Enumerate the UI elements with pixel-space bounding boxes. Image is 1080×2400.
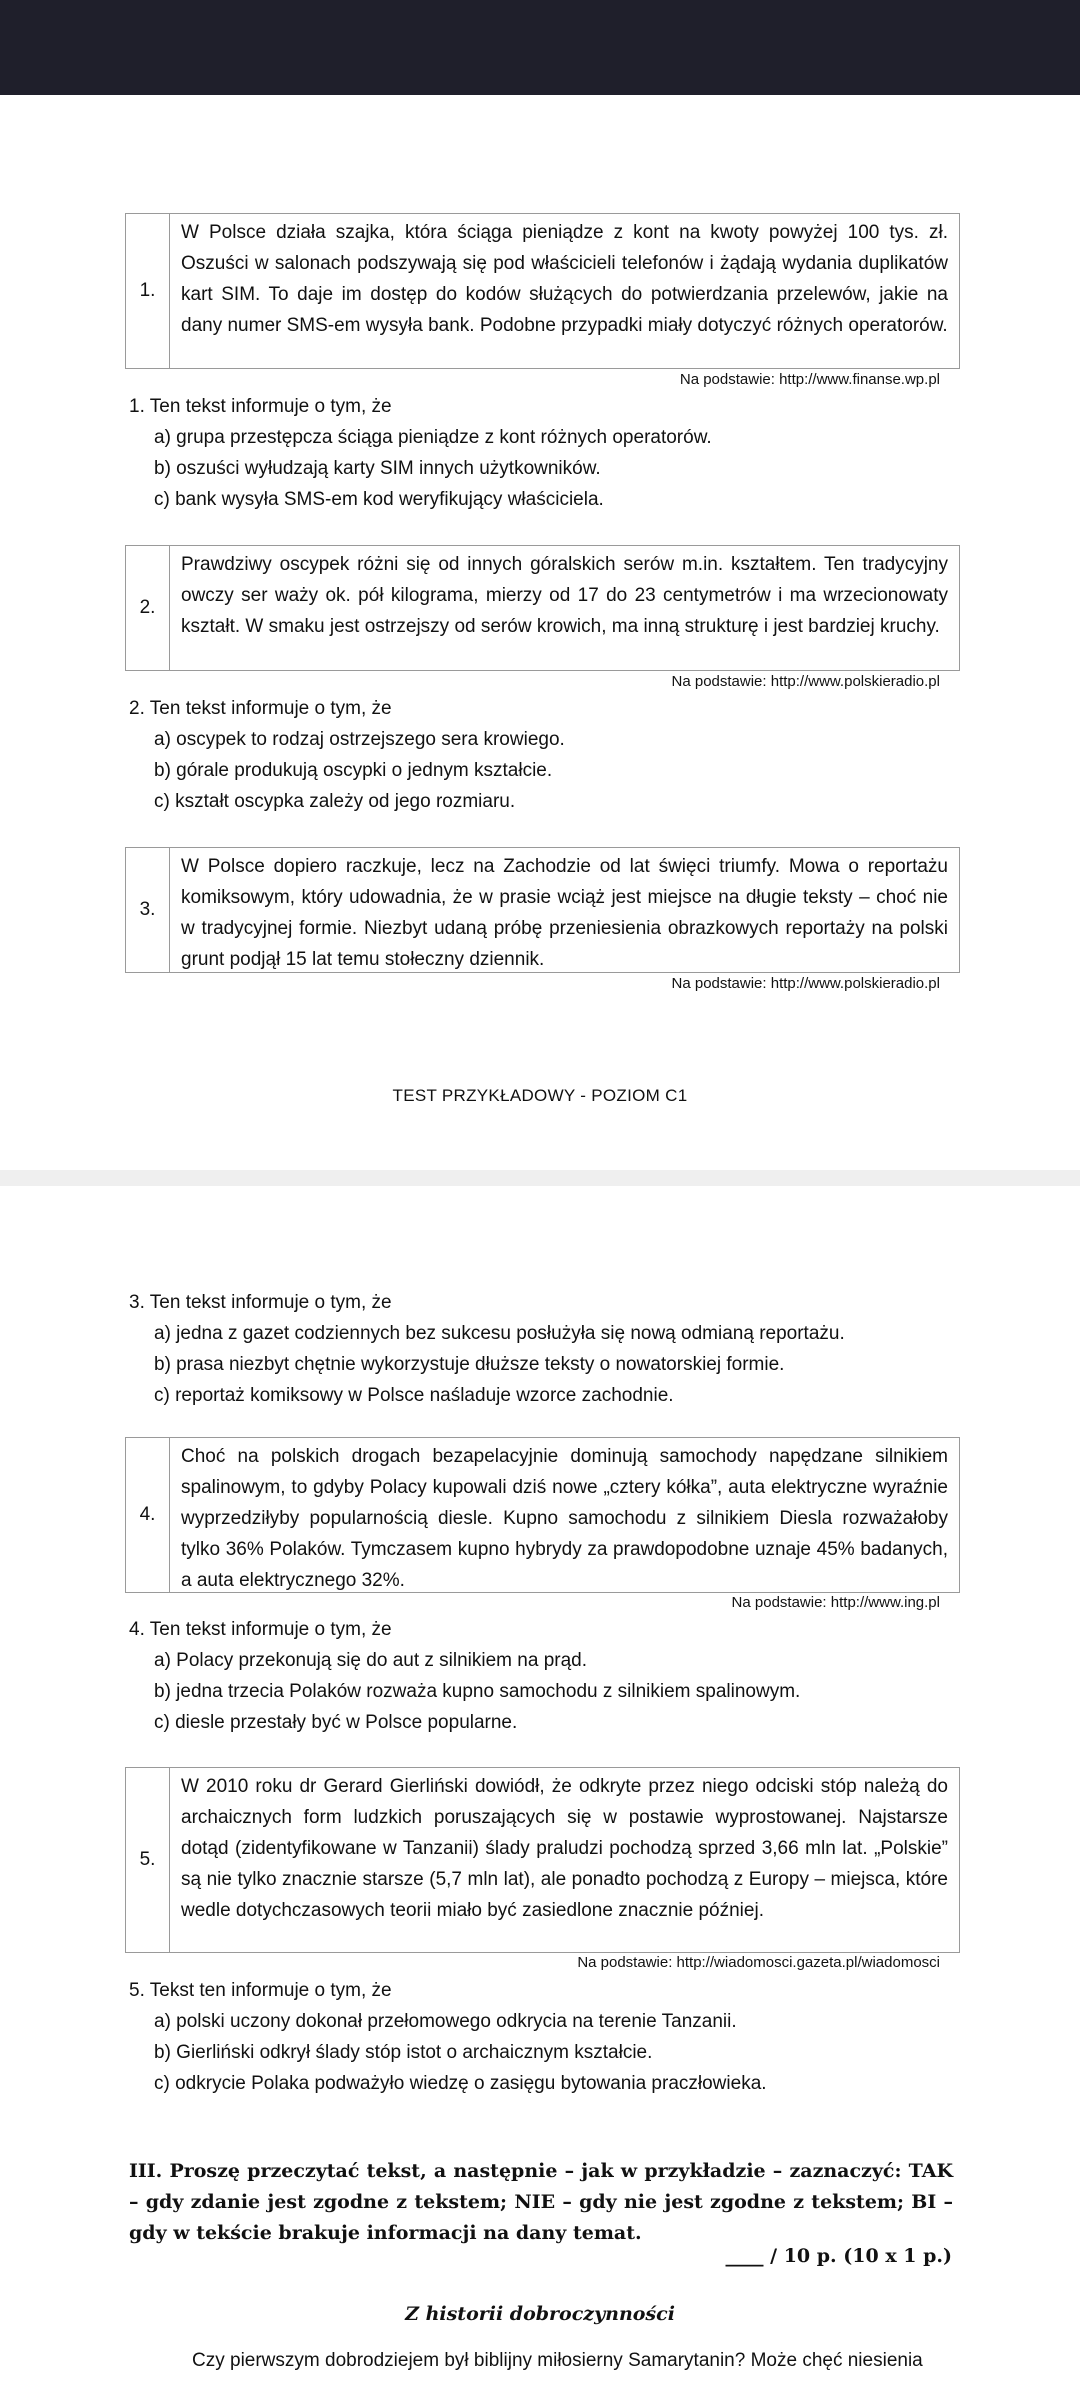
answer-option[interactable]: a) Polacy przekonują się do aut z silnikiem na prąd.	[154, 1650, 588, 1671]
reading-text: Czy pierwszym dobrodziejem był biblijny miłosierny Samarytanin? Może chęć niesienia	[192, 2350, 923, 2371]
passage-source: Na podstawie: http://wiadomosci.gazeta.pl/wiadomosci	[577, 1954, 940, 1971]
answer-option[interactable]: c) diesle przestały być w Polsce popularne.	[154, 1712, 518, 1733]
passage-number: 2.	[126, 546, 170, 670]
answer-option[interactable]: c) bank wysyła SMS-em kod weryfikujący właściciela.	[154, 489, 604, 510]
answer-option[interactable]: b) prasa niezbyt chętnie wykorzystuje dłuższe teksty o nowatorskiej formie.	[154, 1354, 785, 1375]
question-block	[129, 1975, 767, 2099]
passage-source: Na podstawie: http://www.polskieradio.pl	[671, 673, 940, 690]
passage-text: W 2010 roku dr Gerard Gierliński dowiódł, że odkryte przez niego odciski stóp należą do archaicznych form ludzkich poruszających się w postawie wyprostowanej. Najstarsze dotąd (zidentyfikowane w Tanzanii) ślady praludzi pochodzą sprzed 3,66 mln lat. „Polskie” są nie tylko znacznie starsze (5,7 mln lat), ale ponadto pochodzą z Europy – miejsca, które wedle dotychczasowych teorii miało być zasiedlone znacznie później.	[181, 1776, 948, 1921]
answer-option[interactable]: c) kształt oscypka zależy od jego rozmiaru.	[154, 791, 516, 812]
passage-text: W Polsce działa szajka, która ściąga pieniądze z kont na kwoty powyżej 100 tys. zł. Oszuści w salonach podszywają się pod właścicieli telefonów i żądają wydania duplikatów kart SIM. To daje im dostęp do kodów służących do potwierdzania przelewów, jakie na dany numer SMS-em wysyła bank. Podobne przypadki miały dotyczyć różnych operatorów.	[181, 222, 948, 336]
answer-option[interactable]: b) Gierliński odkrył ślady stóp istot o archaicznym kształcie.	[154, 2042, 653, 2063]
question-stem: 3. Ten tekst informuje o tym, że	[129, 1292, 392, 1313]
reading-title: Z historii dobroczynności	[405, 2303, 675, 2325]
question-stem: 5. Tekst ten informuje o tym, że	[129, 1980, 392, 2001]
passage-number: 4.	[126, 1438, 170, 1592]
passage-number: 5.	[126, 1768, 170, 1952]
passage-text: Prawdziwy oscypek różni się od innych góralskich serów m.in. kształtem. Ten tradycyjny owczy ser waży ok. pół kilograma, mierzy od 17 do 23 centymetrów i ma wrzecionowaty kształt. W smaku jest ostrzejszy od serów krowich, ma inną strukturę i jest bardziej kruchy.	[181, 554, 948, 637]
question-block	[129, 391, 712, 515]
answer-option[interactable]: b) oszuści wyłudzają karty SIM innych użytkowników.	[154, 458, 601, 479]
passage-source: Na podstawie: http://www.polskieradio.pl	[671, 975, 940, 992]
score-field: ____ / 10 p. (10 x 1 p.)	[725, 2245, 952, 2267]
question-stem: 1. Ten tekst informuje o tym, że	[129, 396, 392, 417]
section-instruction: III. Proszę przeczytać tekst, a następnie – jak w przykładzie – zaznaczyć: TAK – gdy zdanie jest zgodne z tekstem; NIE – gdy nie jest zgodne z tekstem; BI – gdy w tekście brakuje informacji na dany temat.	[129, 2160, 953, 2244]
page-separator	[0, 1170, 1080, 1186]
answer-option[interactable]: a) oscypek to rodzaj ostrzejszego sera krowiego.	[154, 729, 565, 750]
question-block	[129, 693, 565, 817]
answer-option[interactable]: b) górale produkują oscypki o jednym kształcie.	[154, 760, 553, 781]
passage-box	[125, 545, 960, 671]
passage-box	[125, 1767, 960, 1953]
question-stem: 2. Ten tekst informuje o tym, że	[129, 698, 392, 719]
question-stem: 4. Ten tekst informuje o tym, że	[129, 1619, 392, 1640]
answer-option[interactable]: a) jedna z gazet codziennych bez sukcesu posłużyła się nową odmianą reportażu.	[154, 1323, 845, 1344]
answer-option[interactable]: a) polski uczony dokonał przełomowego odkrycia na terenie Tanzanii.	[154, 2011, 737, 2032]
passage-number: 3.	[126, 848, 170, 972]
question-block	[129, 1287, 845, 1411]
page-footer: TEST PRZYKŁADOWY - POZIOM C1	[392, 1086, 688, 1105]
question-block	[129, 1614, 800, 1738]
passage-box	[125, 213, 960, 369]
passage-box	[125, 847, 960, 973]
answer-option[interactable]: a) grupa przestępcza ściąga pieniądze z kont różnych operatorów.	[154, 427, 712, 448]
answer-option[interactable]: c) odkrycie Polaka podważyło wiedzę o zasięgu bytowania praczłowieka.	[154, 2073, 767, 2094]
passage-source: Na podstawie: http://www.ing.pl	[731, 1594, 940, 1611]
passage-source: Na podstawie: http://www.finanse.wp.pl	[679, 371, 940, 388]
passage-number: 1.	[126, 214, 170, 368]
passage-text: Choć na polskich drogach bezapelacyjnie dominują samochody napędzane silnikiem spalinowym, to gdyby Polacy kupowali dziś nowe „cztery kółka”, auta elektryczne wyraźnie wyprzedziłyby popularnością diesle. Kupno samochodu z silnikiem Diesla rozważałoby tylko 36% Polaków. Tymczasem kupno hybrydy za prawdopodobne uznaje 45% badanych, a auta elektrycznego 32%.	[181, 1446, 948, 1591]
top-app-bar	[0, 0, 1080, 95]
passage-box	[125, 1437, 960, 1593]
answer-option[interactable]: b) jedna trzecia Polaków rozważa kupno samochodu z silnikiem spalinowym.	[154, 1681, 801, 1702]
passage-text: W Polsce dopiero raczkuje, lecz na Zachodzie od lat święci triumfy. Mowa o reportażu komiksowym, który udowadnia, że w prasie wciąż jest miejsce na długie teksty – choć nie w tradycyjnej formie. Niezbyt udaną próbę przeniesienia obrazkowych reportaży na polski grunt podjął 15 lat temu stołeczny dziennik.	[181, 856, 948, 970]
answer-option[interactable]: c) reportaż komiksowy w Polsce naśladuje wzorce zachodnie.	[154, 1385, 674, 1406]
